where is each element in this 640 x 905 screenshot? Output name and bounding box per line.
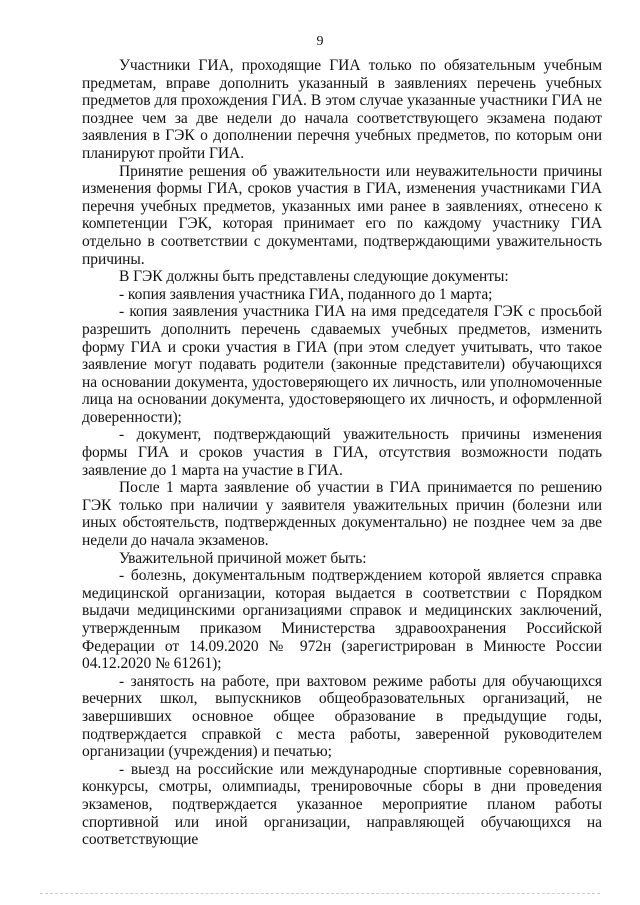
- list-item-application-copy: - копия заявления участника ГИА, поданного до 1 марта;: [119, 285, 493, 303]
- list-item-request-copy: - копия заявления участника ГИА на имя председателя ГЭК с просьбой разрешить дополнить перечень сдаваемых учебных предметов, изменить форму ГИА и сроки участия в ГИА (при этом следует учитывать, что такое заявление могут подавать родители (законные представители) обучающихся на основании документа, удостоверяющего их личность, или уполномоченные лица на основании документа, удостоверяющего их личность, и оформленной доверенности);: [82, 303, 602, 426]
- list-item-competitions: - выезд на российские или международные спортивные соревнования, конкурсы, смотры, олимпиады, тренировочные сборы в дни проведения экзаменов, подтверждается указанное мероприятие планом работы спортивной или иной организации, направляющей обучающихся на соответствующие: [82, 760, 602, 849]
- scan-edge-line: [40, 893, 600, 895]
- paragraph-additional-subjects: Участники ГИА, проходящие ГИА только по обязательным учебным предметам, вправе дополнить указанный в заявлениях перечень учебных предметов для прохождения ГИА. В этом случае указанные участники ГИА не позднее чем за две недели до начала соответствующего экзамена подают заявления в ГЭК о дополнении перечня учебных предметов, по которым они планируют пройти ГИА.: [82, 57, 602, 162]
- list-item-work-employment: - занятость на работе, при вахтовом режиме работы для обучающихся вечерних школ, выпускников общеобразовательных организаций, не завершивших основное общее образование в предыдущие годы, подтверждается справкой с места работы, заверенной руководителем организации (учреждения) и печатью;: [82, 672, 602, 761]
- paragraph-decision-validity: Принятие решения об уважительности или неуважительности причины изменения формы ГИА, сроков участия в ГИА, изменения участниками ГИА перечня учебных предметов, указанных ими ранее в заявлениях, отнесено к компетенции ГЭК, которая принимает его по каждому участнику ГИА отдельно в соответствии с документами, подтверждающими уважительность причины.: [82, 162, 602, 268]
- page-number: 9: [316, 34, 324, 49]
- document-body: [82, 57, 602, 849]
- list-item-illness: - болезнь, документальным подтверждением которой является справка медицинской организации, которая выдается в соответствии с Порядком выдачи медицинскими организациями справок и медицинских заключений, утвержденным приказом Министерства здравоохранения Российской Федерации от 14.09.2020 № 972н (зарегистрирован в Минюсте России 04.12.2020 № 61261);: [82, 567, 602, 673]
- paragraph-valid-reasons: Уважительной причиной может быть:: [119, 549, 367, 567]
- paragraph-after-march-1: После 1 марта заявление об участии в ГИА принимается по решению ГЭК только при наличии у заявителя уважительных причин (болезни или иных обстоятельств, подтвержденных документально) не позднее чем за две недели до начала экзаменов.: [82, 479, 602, 550]
- paragraph-required-documents: В ГЭК должны быть представлены следующие документы:: [119, 268, 509, 286]
- list-item-confirming-document: - документ, подтверждающий уважительность причины изменения формы ГИА и сроков участия в ГИА, отсутствия возможности подать заявление до 1 марта на участие в ГИА.: [82, 426, 602, 479]
